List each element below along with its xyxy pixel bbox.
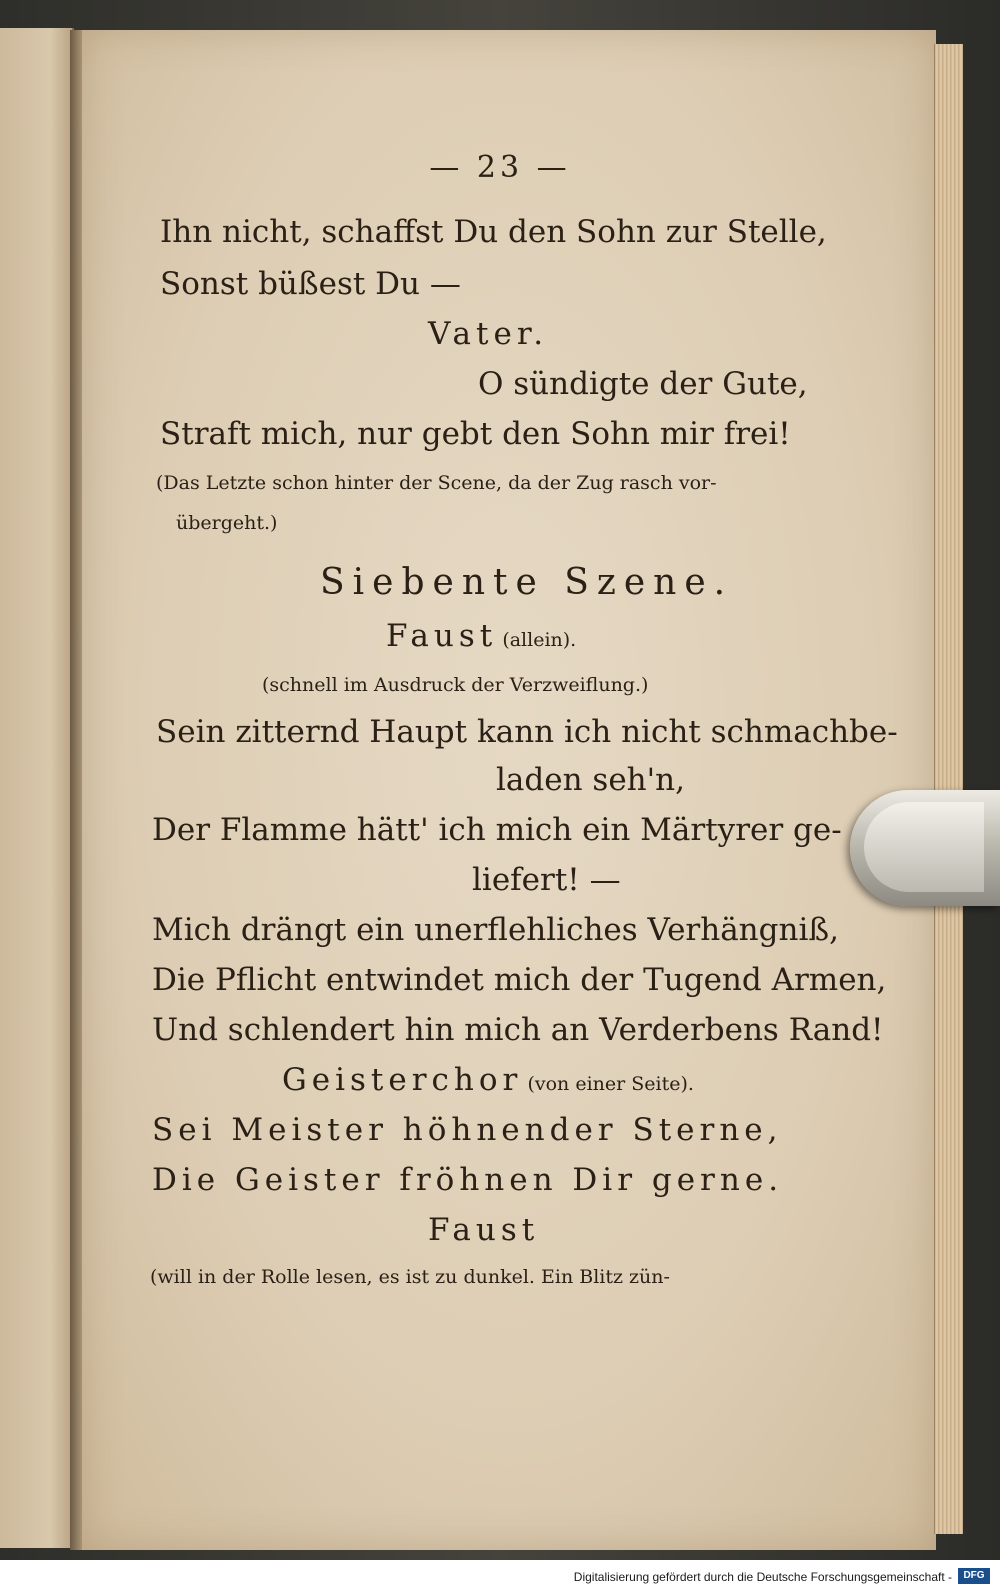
verse-line: Ihn nicht, schaffst Du den Sohn zur Stelle, — [160, 214, 827, 250]
verse-line: Sein zitternd Haupt kann ich nicht schmachbe- — [156, 714, 898, 750]
stage-direction: übergeht.) — [176, 512, 278, 534]
speaker-note: (allein). — [502, 629, 577, 651]
footer-bar — [0, 1560, 1000, 1591]
page-fore-edge — [934, 44, 963, 1534]
speaker-heading — [386, 618, 576, 654]
speaker-note: (von einer Seite). — [527, 1073, 694, 1095]
left-page-edge — [0, 28, 74, 1548]
verse-line: Der Flamme hätt' ich mich ein Märtyrer ge- — [152, 812, 842, 848]
verse-line: Die Geister fröhnen Dir gerne. — [152, 1162, 784, 1198]
speaker-name: Geisterchor — [282, 1062, 523, 1098]
verse-line: Sonst büßest Du — — [160, 266, 461, 302]
verse-line: Und schlendert hin mich an Verderbens Rand! — [152, 1012, 884, 1048]
page-clip-highlight — [864, 802, 984, 892]
digitization-credit: Digitalisierung gefördert durch die Deutsche Forschungsgemeinschaft - — [573, 1570, 952, 1584]
verse-line: liefert! — — [472, 862, 621, 898]
verse-line: O sündigte der Gute, — [478, 366, 808, 402]
stage-direction: (will in der Rolle lesen, es ist zu dunkel. Ein Blitz zün- — [150, 1266, 670, 1288]
verse-line: Straft mich, nur gebt den Sohn mir frei! — [160, 416, 791, 452]
dfg-logo: DFG — [958, 1568, 990, 1584]
stage-direction: (schnell im Ausdruck der Verzweiflung.) — [262, 674, 649, 696]
speaker-name: Faust — [428, 1212, 540, 1248]
verse-line: Die Pflicht entwindet mich der Tugend Armen, — [152, 962, 887, 998]
verse-line: laden seh'n, — [496, 762, 685, 798]
verse-line: Sei Meister höhnender Sterne, — [152, 1112, 783, 1148]
page-number: — 23 — — [429, 150, 571, 185]
speaker-name: Vater. — [428, 316, 549, 352]
stage-direction: (Das Letzte schon hinter der Scene, da der Zug rasch vor- — [156, 472, 717, 494]
verse-line: Mich drängt ein unerflehliches Verhängniß, — [152, 912, 839, 948]
speaker-heading — [282, 1062, 694, 1098]
speaker-name: Faust — [386, 618, 498, 654]
scene-title: Siebente Szene. — [320, 562, 734, 603]
page-clip — [850, 790, 1000, 906]
